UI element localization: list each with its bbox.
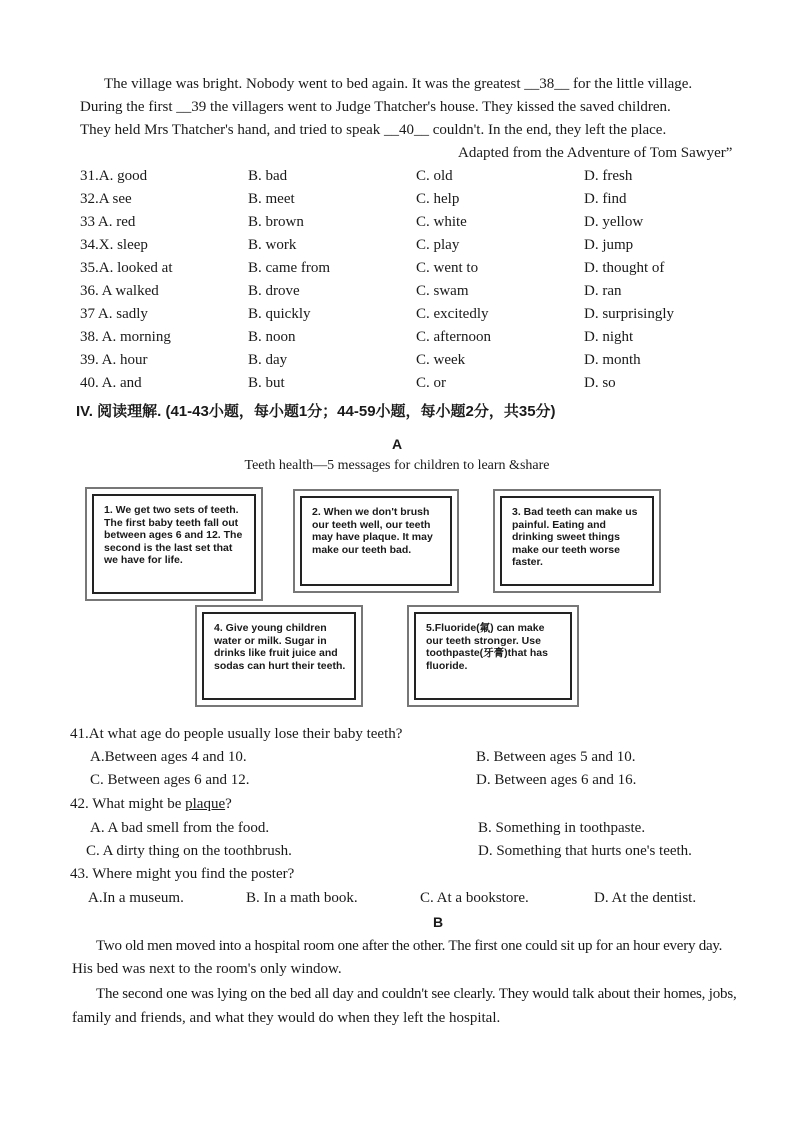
option-a: 37 A. sadly — [80, 306, 148, 322]
poster-message-text: 3. Bad teeth can make us painful. Eating and drinking sweet things make our teeth worse faster. — [512, 506, 638, 568]
option-b: B. noon — [248, 329, 296, 345]
q41-option-d: D. Between ages 6 and 16. — [476, 772, 637, 788]
q41-option-a: A.Between ages 4 and 10. — [90, 749, 247, 765]
poster-message-4 — [202, 612, 356, 700]
q42-option-b: B. Something in toothpaste. — [478, 820, 646, 836]
part-b-line-1: Two old men moved into a hospital room one after the other. The first one could sit up for an hour every day. — [96, 938, 723, 954]
option-d: D. month — [584, 352, 641, 368]
q42-stem-pre: 42. What might be — [70, 796, 186, 812]
option-a: 32.A see — [80, 191, 132, 207]
passage-source: Adapted from the Adventure of Tom Sawyer” — [458, 145, 733, 161]
option-b: B. day — [248, 352, 288, 368]
option-d: D. ran — [584, 283, 622, 299]
option-c: C. help — [416, 191, 460, 207]
option-b: B. quickly — [248, 306, 311, 322]
option-b: B. drove — [248, 283, 300, 299]
q41-option-c: C. Between ages 6 and 12. — [90, 772, 250, 788]
q42-option-a: A. A bad smell from the food. — [90, 820, 270, 836]
option-row — [0, 306, 794, 328]
q42-stem-post: ? — [225, 796, 232, 812]
option-b: B. brown — [248, 214, 304, 230]
part-b-line-3: The second one was lying on the bed all day and couldn't see clearly. They would talk about their homes, jobs, — [96, 986, 737, 1002]
option-c: C. afternoon — [416, 329, 491, 345]
option-c: C. old — [416, 168, 453, 184]
option-row — [0, 329, 794, 351]
option-a: 38. A. morning — [80, 329, 171, 345]
option-b: B. but — [248, 375, 285, 391]
option-row — [0, 214, 794, 236]
q41-stem: 41.At what age do people usually lose their baby teeth? — [70, 726, 403, 742]
option-a: 33 A. red — [80, 214, 136, 230]
option-row — [0, 260, 794, 282]
option-a: 36. A walked — [80, 283, 159, 299]
option-c: C. went to — [416, 260, 479, 276]
part-b-label: B — [432, 914, 444, 930]
option-c: C. week — [416, 352, 466, 368]
q42-option-c: C. A dirty thing on the toothbrush. — [86, 843, 292, 859]
option-c: C. swam — [416, 283, 469, 299]
passage-line-2: During the first __39 the villagers went to Judge Thatcher's house. They kissed the saved children. — [80, 99, 671, 115]
q42-stem-word: plaque — [185, 796, 226, 812]
poster-message-3 — [500, 496, 654, 586]
option-d: D. yellow — [584, 214, 644, 230]
option-b: B. bad — [248, 168, 288, 184]
poster-message-text: 4. Give young children water or milk. Sugar in drinks like fruit juice and sodas can hurt their teeth. — [214, 622, 346, 672]
option-b: B. work — [248, 237, 297, 253]
part-b-line-2: His bed was next to the room's only window. — [72, 961, 342, 977]
option-d: D. surprisingly — [584, 306, 674, 322]
poster-title: Teeth health—5 messages for children to learn &share — [244, 458, 550, 473]
poster-message-5 — [414, 612, 572, 700]
option-d: D. night — [584, 329, 634, 345]
passage-line-3: They held Mrs Thatcher's hand, and tried to speak __40__ couldn't. In the end, they left the place. — [80, 122, 667, 138]
q43-option-b: B. In a math book. — [246, 890, 358, 906]
option-d: D. find — [584, 191, 627, 207]
option-row — [0, 168, 794, 190]
q43-option-c: C. At a bookstore. — [420, 890, 529, 906]
passage-line-1: The village was bright. Nobody went to bed again. It was the greatest __38__ for the little village. — [104, 76, 693, 92]
q43-option-a: A.In a museum. — [88, 890, 184, 906]
option-row — [0, 375, 794, 397]
q43-stem: 43. Where might you find the poster? — [70, 866, 295, 882]
poster-message-text: 2. When we don't brush our teeth well, our teeth may have plaque. It may make our teeth bad. — [312, 506, 433, 556]
option-c: C. white — [416, 214, 467, 230]
option-row — [0, 283, 794, 305]
option-a: 34.X. sleep — [80, 237, 148, 253]
option-d: D. so — [584, 375, 616, 391]
section-heading: IV. 阅读理解. (41-43小题，每小题1分；44-59小题，每小题2分，共35分) — [76, 403, 556, 420]
option-a: 31.A. good — [80, 168, 148, 184]
option-c: C. or — [416, 375, 446, 391]
option-d: D. thought of — [584, 260, 665, 276]
part-b-line-4: family and friends, and what they would do when they left the hospital. — [72, 1010, 501, 1026]
option-b: B. came from — [248, 260, 331, 276]
q42-stem — [70, 794, 232, 814]
poster-message-text: 5.Fluoride(氟) can make our teeth stronger. Use toothpaste(牙膏)that has fluoride. — [426, 622, 548, 672]
option-row — [0, 237, 794, 259]
q41-option-b: B. Between ages 5 and 10. — [476, 749, 636, 765]
option-b: B. meet — [248, 191, 295, 207]
option-d: D. jump — [584, 237, 634, 253]
poster-message-1 — [92, 494, 256, 594]
option-row — [0, 191, 794, 213]
q42-option-d: D. Something that hurts one's teeth. — [478, 843, 692, 859]
part-a-label: A — [391, 436, 403, 452]
option-a: 39. A. hour — [80, 352, 148, 368]
q43-option-d: D. At the dentist. — [594, 890, 697, 906]
option-c: C. excitedly — [416, 306, 489, 322]
option-d: D. fresh — [584, 168, 633, 184]
option-c: C. play — [416, 237, 460, 253]
poster-message-text: 1. We get two sets of teeth. The first baby teeth fall out between ages 6 and 12. The second is the last set that we have for life. — [104, 504, 243, 566]
poster-message-2 — [300, 496, 452, 586]
option-a: 35.A. looked at — [80, 260, 173, 276]
option-a: 40. A. and — [80, 375, 142, 391]
option-row — [0, 352, 794, 374]
